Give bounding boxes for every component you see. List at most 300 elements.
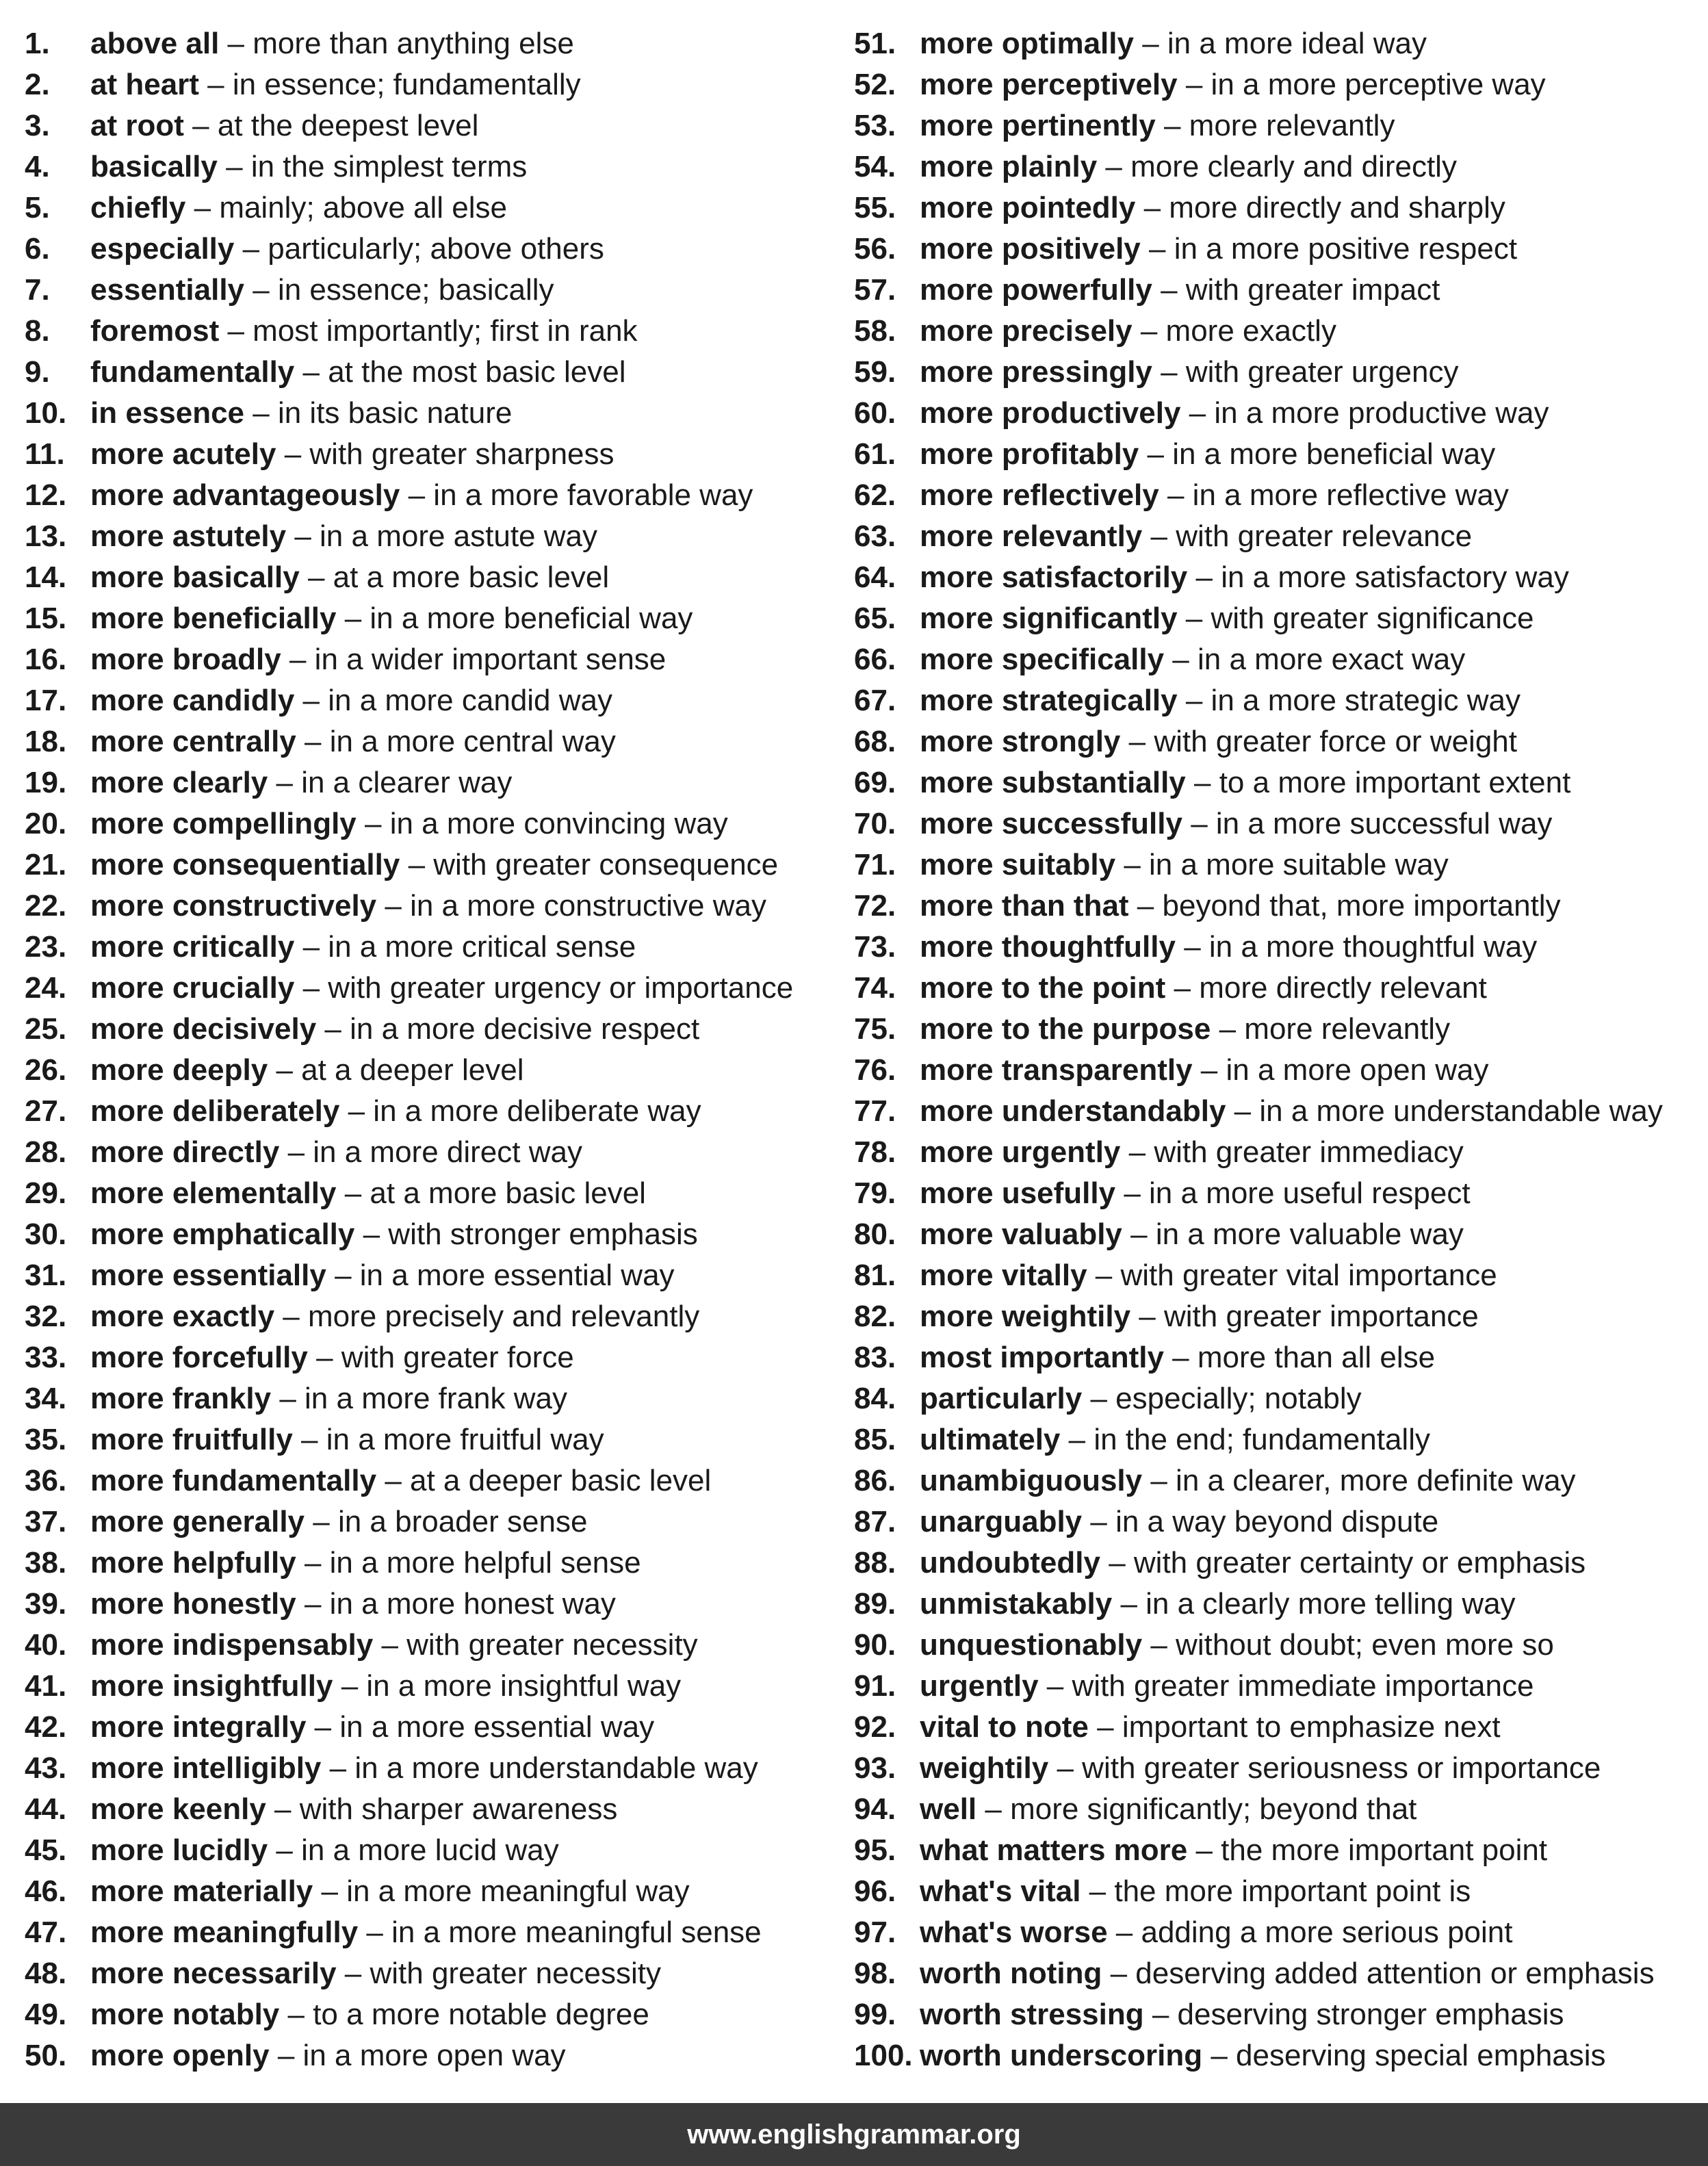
item-separator: – [1177, 602, 1211, 635]
item-definition: with greater significance [1211, 602, 1534, 635]
item-term: most importantly [920, 1341, 1164, 1374]
item-separator: – [356, 807, 390, 840]
item-number: 39. [25, 1587, 67, 1621]
item-definition: in a more critical sense [328, 930, 636, 964]
list-item [854, 1912, 1703, 1953]
item-definition: to a more important extent [1219, 766, 1571, 799]
item-definition: in a more beneficial way [1172, 437, 1496, 471]
list-item [25, 1337, 839, 1378]
list-item [854, 270, 1703, 311]
list-item [854, 762, 1703, 803]
item-number: 1. [25, 27, 50, 60]
item-separator: – [296, 725, 330, 758]
item-term: more compellingly [90, 807, 357, 840]
item-term: more advantageously [90, 478, 400, 512]
list-item [25, 1091, 839, 1132]
item-definition: with sharper awareness [299, 1792, 618, 1826]
list-item [25, 1584, 839, 1625]
item-term: what matters more [920, 1833, 1188, 1867]
item-definition: at the most basic level [328, 355, 626, 389]
item-separator: – [1120, 1135, 1154, 1169]
item-separator: – [1112, 1587, 1146, 1621]
list-item [25, 1050, 839, 1091]
item-separator: – [268, 766, 302, 799]
list-item [25, 516, 839, 557]
item-separator: – [268, 1053, 302, 1087]
item-separator: – [219, 27, 253, 60]
list-item [854, 1871, 1703, 1912]
item-definition: at a deeper level [301, 1053, 524, 1087]
item-number: 6. [25, 232, 50, 266]
list-item [854, 1419, 1703, 1460]
item-number: 50. [25, 2039, 67, 2072]
item-separator: – [281, 643, 315, 676]
list-item [25, 927, 839, 968]
list-item [25, 1953, 839, 1994]
item-definition: more significantly; beyond that [1010, 1792, 1417, 1826]
item-separator: – [294, 971, 328, 1005]
item-definition: with greater urgency [1185, 355, 1459, 389]
item-term: worth stressing [920, 1998, 1144, 2031]
item-term: unquestionably [920, 1628, 1143, 1662]
item-term: more centrally [90, 725, 296, 758]
item-number: 54. [854, 150, 896, 183]
list-item [854, 803, 1703, 845]
item-separator: – [1192, 1053, 1226, 1087]
item-number: 70. [854, 807, 896, 840]
list-item [854, 105, 1703, 146]
list-item [854, 475, 1703, 516]
item-definition: with greater impact [1185, 273, 1440, 307]
item-definition: in a more suitable way [1149, 848, 1449, 881]
item-term: more significantly [920, 602, 1178, 635]
item-number: 76. [854, 1053, 896, 1087]
list-item [854, 146, 1703, 188]
item-term: more strongly [920, 725, 1121, 758]
item-term: more honestly [90, 1587, 296, 1621]
item-term: more fruitfully [90, 1423, 293, 1456]
list-item [25, 1871, 839, 1912]
item-separator: – [1102, 1957, 1136, 1990]
item-definition: particularly; above others [268, 232, 604, 266]
list-item [25, 639, 839, 680]
item-term: more broadly [90, 643, 281, 676]
item-separator: – [1159, 478, 1193, 512]
item-number: 92. [854, 1710, 896, 1744]
list-item [25, 1543, 839, 1584]
item-term: more optimally [920, 27, 1134, 60]
item-definition: with greater immediacy [1154, 1135, 1464, 1169]
item-number: 53. [854, 109, 896, 142]
item-term: chiefly [90, 191, 186, 224]
item-number: 60. [854, 396, 896, 430]
item-number: 28. [25, 1135, 67, 1169]
item-term: above all [90, 27, 220, 60]
list-item [854, 2035, 1703, 2076]
item-number: 65. [854, 602, 896, 635]
item-separator: – [1097, 150, 1131, 183]
list-item [25, 352, 839, 393]
item-number: 52. [854, 68, 896, 101]
item-separator: – [183, 109, 218, 142]
list-item [25, 311, 839, 352]
item-definition: with greater consequence [433, 848, 779, 881]
item-definition: in a more meaningful sense [391, 1916, 762, 1949]
item-term: worth noting [920, 1957, 1102, 1990]
item-number: 20. [25, 807, 67, 840]
item-term: more frankly [90, 1382, 272, 1415]
list-item [854, 639, 1703, 680]
list-item [854, 1789, 1703, 1830]
item-term: worth underscoring [920, 2039, 1203, 2072]
item-definition: beyond that, more importantly [1162, 889, 1561, 923]
item-separator: – [339, 1094, 374, 1128]
list-item [854, 1214, 1703, 1255]
list-item [854, 516, 1703, 557]
item-term: more weightily [920, 1300, 1131, 1333]
item-number: 77. [854, 1094, 896, 1128]
item-term: more indispensably [90, 1628, 374, 1662]
item-term: more insightfully [90, 1669, 333, 1703]
item-definition: in a more essential way [339, 1710, 655, 1744]
item-separator: – [1175, 930, 1209, 964]
item-definition: more relevantly [1244, 1012, 1451, 1046]
item-definition: in a more helpful sense [329, 1546, 641, 1580]
item-separator: – [1133, 27, 1167, 60]
item-number: 81. [854, 1259, 896, 1292]
item-term: more emphatically [90, 1217, 355, 1251]
item-definition: with greater seriousness or importance [1082, 1751, 1601, 1785]
list-item [854, 886, 1703, 927]
item-number: 24. [25, 971, 67, 1005]
list-item [854, 1091, 1703, 1132]
item-number: 67. [854, 684, 896, 717]
item-number: 32. [25, 1300, 67, 1333]
item-term: more consequentially [90, 848, 400, 881]
item-number: 5. [25, 191, 50, 224]
item-separator: – [400, 848, 434, 881]
item-number: 84. [854, 1382, 896, 1415]
item-number: 58. [854, 314, 896, 348]
item-number: 46. [25, 1874, 67, 1908]
list-item [25, 721, 839, 762]
item-number: 29. [25, 1176, 67, 1210]
item-separator: – [1142, 519, 1176, 553]
item-term: urgently [920, 1669, 1039, 1703]
item-definition: most importantly; first in rank [253, 314, 638, 348]
list-item [854, 680, 1703, 721]
item-separator: – [1100, 1546, 1134, 1580]
item-separator: – [336, 1176, 370, 1210]
list-item [25, 1707, 839, 1748]
list-item [854, 1830, 1703, 1871]
item-number: 75. [854, 1012, 896, 1046]
list-item [854, 1132, 1703, 1173]
list-item [25, 680, 839, 721]
list-item [25, 1419, 839, 1460]
item-term: more valuably [920, 1217, 1122, 1251]
item-definition: in a more valuable way [1155, 1217, 1464, 1251]
item-number: 97. [854, 1916, 896, 1949]
item-definition: in a more productive way [1214, 396, 1549, 430]
list-item [854, 1666, 1703, 1707]
item-separator: – [269, 2039, 303, 2072]
item-separator: – [219, 314, 253, 348]
item-number: 82. [854, 1300, 896, 1333]
item-definition: in a more astute way [320, 519, 597, 553]
item-separator: – [1177, 684, 1211, 717]
item-term: essentially [90, 273, 245, 307]
list-item [25, 1009, 839, 1050]
item-term: more to the purpose [920, 1012, 1211, 1046]
item-term: more reflectively [920, 478, 1159, 512]
item-term: more lucidly [90, 1833, 268, 1867]
item-term: more thoughtfully [920, 930, 1176, 964]
list-item [25, 598, 839, 639]
item-separator: – [1202, 2039, 1237, 2072]
item-separator: – [1128, 889, 1163, 923]
list-item [25, 845, 839, 886]
item-definition: in a more beneficial way [370, 602, 693, 635]
item-definition: in a more frank way [305, 1382, 567, 1415]
item-number: 90. [854, 1628, 896, 1662]
list-item [25, 1666, 839, 1707]
list-item [25, 434, 839, 475]
left-column-list [25, 23, 839, 2076]
item-number: 59. [854, 355, 896, 389]
item-definition: with greater necessity [370, 1957, 662, 1990]
item-separator: – [296, 1587, 330, 1621]
item-separator: – [292, 1423, 326, 1456]
item-number: 51. [854, 27, 896, 60]
item-term: more plainly [920, 150, 1098, 183]
list-item [854, 393, 1703, 434]
item-separator: – [198, 68, 233, 101]
item-definition: with stronger emphasis [388, 1217, 698, 1251]
item-definition: in essence; fundamentally [232, 68, 581, 101]
item-number: 87. [854, 1505, 896, 1538]
item-definition: without doubt; even more so [1176, 1628, 1554, 1662]
item-separator: – [1226, 1094, 1260, 1128]
item-number: 12. [25, 478, 67, 512]
right-column-list [854, 23, 1703, 2076]
item-term: more clearly [90, 766, 268, 799]
list-item [25, 270, 839, 311]
item-term: unmistakably [920, 1587, 1113, 1621]
item-number: 25. [25, 1012, 67, 1046]
item-term: more positively [920, 232, 1141, 266]
item-term: more usefully [920, 1176, 1116, 1210]
item-number: 36. [25, 1464, 67, 1497]
item-number: 44. [25, 1792, 67, 1826]
item-number: 66. [854, 643, 896, 676]
item-definition: deserving special emphasis [1236, 2039, 1606, 2072]
item-term: in essence [90, 396, 245, 430]
item-term: foremost [90, 314, 220, 348]
item-term: more crucially [90, 971, 295, 1005]
item-separator: – [1182, 807, 1216, 840]
item-separator: – [333, 1669, 367, 1703]
item-separator: – [307, 1341, 341, 1374]
list-item [854, 598, 1703, 639]
item-definition: more than all else [1197, 1341, 1436, 1374]
item-term: weightily [920, 1751, 1049, 1785]
item-separator: – [1165, 971, 1200, 1005]
item-term: basically [90, 150, 218, 183]
item-separator: – [244, 396, 278, 430]
item-separator: – [279, 1135, 313, 1169]
item-definition: in a more exact way [1198, 643, 1466, 676]
item-definition: in its basic nature [277, 396, 513, 430]
item-separator: – [276, 437, 310, 471]
item-definition: in a more insightful way [366, 1669, 682, 1703]
list-item [25, 1296, 839, 1337]
item-separator: – [1142, 1628, 1176, 1662]
item-number: 8. [25, 314, 50, 348]
item-definition: with greater force [341, 1341, 574, 1374]
item-definition: at a more basic level [333, 560, 610, 594]
item-definition: the more important point [1221, 1833, 1548, 1867]
item-number: 7. [25, 273, 50, 307]
item-number: 34. [25, 1382, 67, 1415]
footer-bar [0, 2103, 1708, 2166]
item-term: more basically [90, 560, 300, 594]
item-definition: more precisely and relevantly [307, 1300, 700, 1333]
item-separator: – [217, 150, 251, 183]
item-separator: – [266, 1792, 300, 1826]
item-term: more intelligibly [90, 1751, 322, 1785]
list-item [25, 1255, 839, 1296]
item-number: 11. [25, 437, 65, 471]
item-definition: in a more fruitful way [326, 1423, 604, 1456]
item-term: more constructively [90, 889, 377, 923]
item-term: fundamentally [90, 355, 295, 389]
item-separator: – [244, 273, 278, 307]
list-item [854, 1543, 1703, 1584]
item-number: 31. [25, 1259, 67, 1292]
item-separator: – [376, 889, 411, 923]
item-term: more deeply [90, 1053, 268, 1087]
item-definition: with greater immediate importance [1072, 1669, 1534, 1703]
item-separator: – [1135, 191, 1169, 224]
item-term: more meaningfully [90, 1916, 359, 1949]
item-separator: – [299, 560, 333, 594]
item-definition: mainly; above all else [219, 191, 507, 224]
item-number: 48. [25, 1957, 67, 1990]
item-number: 27. [25, 1094, 67, 1128]
item-separator: – [1143, 1998, 1178, 2031]
item-number: 10. [25, 396, 67, 430]
item-number: 22. [25, 889, 67, 923]
item-number: 72. [854, 889, 896, 923]
item-term: more essentially [90, 1259, 326, 1292]
footer-url: www.englishgrammar.org [687, 2119, 1021, 2150]
item-number: 100. [854, 2039, 913, 2072]
item-separator: – [326, 1259, 360, 1292]
item-separator: – [268, 1833, 302, 1867]
list-item [25, 803, 839, 845]
item-separator: – [1211, 1012, 1245, 1046]
item-separator: – [1082, 1382, 1116, 1415]
item-definition: in a more favorable way [433, 478, 753, 512]
item-separator: – [294, 930, 328, 964]
list-item [25, 1501, 839, 1543]
list-item [25, 1789, 839, 1830]
item-definition: in a more understandable way [354, 1751, 758, 1785]
list-item [854, 1296, 1703, 1337]
item-definition: in a more ideal way [1167, 27, 1427, 60]
item-definition: in the end; fundamentally [1094, 1423, 1430, 1456]
item-number: 13. [25, 519, 67, 553]
item-definition: in a more deliberate way [373, 1094, 701, 1128]
item-definition: in essence; basically [277, 273, 554, 307]
item-definition: adding a more serious point [1141, 1916, 1513, 1949]
item-term: more generally [90, 1505, 305, 1538]
item-number: 68. [854, 725, 896, 758]
item-separator: – [321, 1751, 355, 1785]
item-term: more beneficially [90, 602, 337, 635]
item-separator: – [1115, 1176, 1150, 1210]
item-definition: in a more decisive respect [350, 1012, 700, 1046]
item-definition: with greater sharpness [309, 437, 614, 471]
item-term: ultimately [920, 1423, 1061, 1456]
item-number: 78. [854, 1135, 896, 1169]
item-number: 23. [25, 930, 67, 964]
item-number: 88. [854, 1546, 896, 1580]
item-term: more acutely [90, 437, 276, 471]
item-definition: especially; notably [1115, 1382, 1362, 1415]
item-term: more deliberately [90, 1094, 340, 1128]
item-separator: – [1060, 1423, 1094, 1456]
item-term: more powerfully [920, 273, 1152, 307]
item-separator: – [1140, 232, 1174, 266]
item-number: 56. [854, 232, 896, 266]
item-term: more necessarily [90, 1957, 337, 1990]
item-separator: – [1163, 1341, 1198, 1374]
item-definition: in the simplest terms [250, 150, 528, 183]
item-number: 91. [854, 1669, 896, 1703]
item-term: more vitally [920, 1259, 1087, 1292]
item-number: 41. [25, 1669, 67, 1703]
item-definition: in a more understandable way [1259, 1094, 1663, 1128]
item-separator: – [234, 232, 268, 266]
item-number: 98. [854, 1957, 896, 1990]
item-definition: in a more open way [1226, 1053, 1489, 1087]
item-number: 15. [25, 602, 67, 635]
item-number: 35. [25, 1423, 67, 1456]
item-term: more pressingly [920, 355, 1152, 389]
item-number: 86. [854, 1464, 896, 1497]
item-term: more successfully [920, 807, 1182, 840]
item-number: 21. [25, 848, 67, 881]
item-definition: in a more convincing way [389, 807, 728, 840]
item-definition: more clearly and directly [1130, 150, 1457, 183]
list-item [25, 557, 839, 598]
item-number: 62. [854, 478, 896, 512]
item-definition: in a clearer way [301, 766, 513, 799]
item-number: 74. [854, 971, 896, 1005]
item-definition: in a more thoughtful way [1208, 930, 1538, 964]
item-definition: at the deepest level [217, 109, 479, 142]
item-separator: – [1185, 766, 1219, 799]
item-number: 43. [25, 1751, 67, 1785]
list-item [25, 1460, 839, 1501]
item-separator: – [354, 1217, 389, 1251]
item-separator: – [1087, 1259, 1121, 1292]
item-number: 47. [25, 1916, 67, 1949]
item-separator: – [976, 1792, 1011, 1826]
item-separator: – [1187, 1833, 1221, 1867]
